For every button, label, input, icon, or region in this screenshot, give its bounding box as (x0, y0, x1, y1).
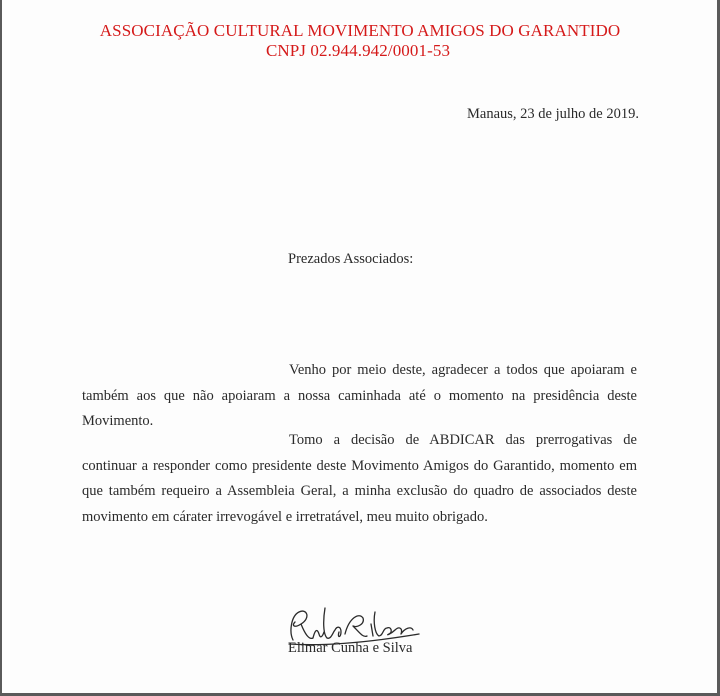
signer-name: Elimar Cunha e Silva (288, 640, 413, 656)
letter-date: Manaus, 23 de julho de 2019. (467, 106, 639, 122)
organization-cnpj: CNPJ 02.944.942/0001-53 (265, 41, 451, 60)
letter-paragraph: Tomo a decisão de ABDICAR das prerrogativas de continuar a responder como presidente deste Movimento Amigos do Garantido, momento em que também requeiro a Assembleia Geral, a minha exclusão do quadro de associados deste movimento em cárater irrevogável e irretratável, meu muito obrigado. (82, 432, 637, 525)
photo-border-left (0, 0, 2, 696)
letter-salutation: Prezados Associados: (288, 251, 414, 267)
organization-name: ASSOCIAÇÃO CULTURAL MOVIMENTO AMIGOS DO GARANTIDO (99, 21, 621, 40)
letter-paragraph: Venho por meio deste, agradecer a todos que apoiaram e também aos que não apoiaram a nossa caminhada até o momento na presidência deste Movimento. (82, 362, 637, 429)
